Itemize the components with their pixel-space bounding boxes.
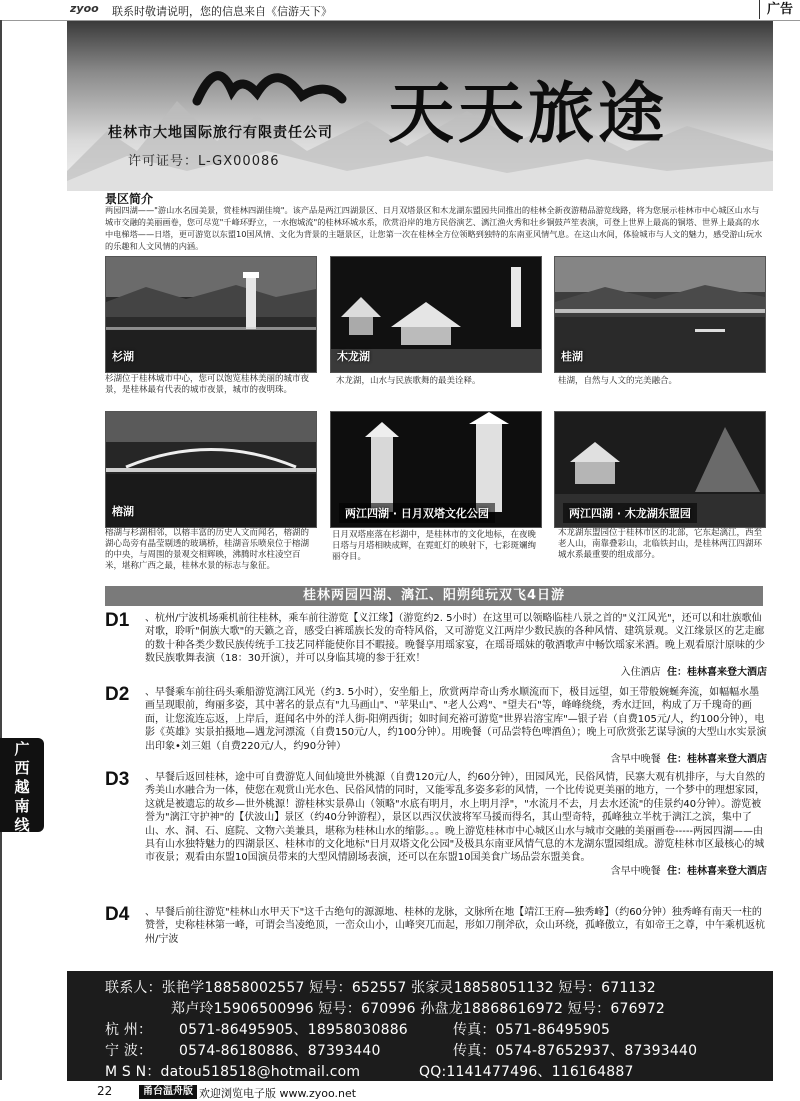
photo-caption: 杉湖位于桂林城市中心，您可以饱览桂林美丽的城市夜景，是桂林最有代表的城市夜景，城市的夜明珠。 bbox=[105, 374, 310, 395]
ningbo-label: 宁 波： bbox=[105, 1043, 153, 1059]
page-number: 22 bbox=[97, 1084, 113, 1098]
day-label: D3 bbox=[105, 769, 130, 790]
intro-text: 两园四湖——"游山水名园美景，赏桂林四湖佳境"。该产品是两江四湖景区、日月双塔景区和木龙湖东盟园共同推出的桂林全新夜游精品游览线路，将为您展示桂林市中心城区山水与城市交融的美丽画卷，您可尽览"千峰环野立，一水抱城流"的桂林环城水系，欣赏沿岸的地方民俗演艺、漓江渔火秀和壮乡铜鼓芦笙表演，可登上世界上最高的铜塔、世界上最高的水中电梯塔——日塔，更可游览以东盟10国风情、文化为背景的主题景区，让您第一次在桂林全方位领略到独特的东南亚风情气息。在这山水间，体验城市与人文的魅力，感受游山玩水的乐趣和人文风情的内涵。 bbox=[105, 205, 763, 251]
photo-shanhu[interactable] bbox=[105, 256, 317, 373]
day-description: 、杭州/宁波机场乘机前往桂林，乘车前往游览【义江缘】（游览约2. 5小时）在这里可以领略临桂八景之首的"义江风光"，还可以和壮族歌仙对歌，聆听"侗族大歌"的天籁之音，感受白裤瑶族长发的奇特风俗，又可游览义江两岸少数民族的各种风情、建筑景观。义江缘景区的艺走廊的数十种各类少数民族传统手工技艺同样能使你目不暇接。晚餐享用瑶家宴，在瑶哥瑶妹的敬酒歌声中畅饮瑶家米酒。晚上观看原汁原味的少数民族歌舞表演（18：30开演），并可以身临其境的参于狂欢！ bbox=[145, 613, 765, 665]
contact-block bbox=[67, 971, 773, 1081]
photo-caption: 木龙湖，山水与民族歌舞的最美诠释。 bbox=[336, 376, 481, 386]
section-tab-char: 广 bbox=[14, 740, 30, 758]
hotel-name: 住：桂林喜来登大酒店 bbox=[667, 754, 767, 766]
day-label: D1 bbox=[105, 610, 130, 631]
section-tab[interactable] bbox=[0, 738, 44, 832]
itinerary-day-2 bbox=[105, 686, 767, 766]
day-description: 、早餐后前往游览"桂林山水甲天下"这千古绝句的源源地、桂林的龙脉，文脉所在地【靖江王府—独秀峰】（约60分钟）独秀峰有南天一柱的赞誉，史称桂林第一峰，可谓会当凌绝顶，一峦众山小，山峰突兀而起，形如刀削斧砍，众山环绕，孤峰傲立，有如帝王之尊，中午乘机返杭州/宁波 bbox=[145, 907, 765, 945]
photo-label: 木龙湖 bbox=[337, 350, 370, 363]
night-bridge-image bbox=[106, 412, 316, 527]
photo-label: 杉湖 bbox=[112, 350, 134, 363]
section-tab-char: 西 bbox=[14, 759, 30, 777]
footer-website[interactable]: 欢迎浏览电子版 www.zyoo.net bbox=[199, 1087, 357, 1100]
photo-guihu[interactable] bbox=[554, 256, 766, 373]
photo-caption: 木龙湖东盟园位于桂林市区的北部，它东起漓江，西至老人山，南靠叠彩山，北临铁封山，是桂林两江四湖环城水系最重要的组成部分。 bbox=[558, 528, 763, 560]
photo-label: 桂湖 bbox=[561, 350, 583, 363]
section-tab-char: 越 bbox=[14, 778, 30, 796]
itinerary-day-4 bbox=[105, 906, 767, 946]
hangzhou-label: 杭 州： bbox=[105, 1022, 153, 1038]
day-description: 、早餐乘车前往码头乘船游览漓江风光（约3. 5小时），安坐船上，欣赏两岸奇山秀水顺流而下，极目远望，如王带般婉蜒奔流，如幅幅水墨画呈现眼前，绚丽多姿，其中著名的景点有"九马画山"、"苹果山"、"老人公鸡"、"望夫石"等，峰峰绕绕，秀水迂回，构成了万千瑰奇的画面，让您流连忘返，上岸后，逛闻名中外的洋人街-阳朔西街；如时间充裕可游览"世界岩溶宝库"—银子岩（自费105元/人，约100分钟），电影《英雄》实景拍摄地—遇龙河漂流（自费150元/人，约100分钟）。用晚餐（可品尝特色啤酒鱼）；晚上可欣赏张艺谋导演的大型山水实景演出印象•刘三姐（自费220元/人，约90分钟） bbox=[145, 687, 767, 752]
contact-line-1: 联系人：张艳学18858002557 短号：652557 张家灵18858051132 短号：671132 bbox=[105, 980, 656, 996]
intro-title: 景区简介 bbox=[105, 192, 154, 206]
qq-numbers: QQ:1141477496、116164887 bbox=[419, 1064, 634, 1080]
photo-caption: 榕湖与杉湖相邻，以榕丰富的历史人文而闻名，榕湖的湖心岛旁有晶莹剔透的玻璃桥，桂湖音乐喷泉位于榕湖的中央，与周围的景观交相辉映，沸腾时水柱凌空百米，堪称广西之最，桂林水景的标志与象征。 bbox=[105, 528, 310, 571]
night-lake-image bbox=[106, 257, 316, 372]
photo-riyue-shuangta[interactable] bbox=[330, 411, 542, 528]
photo-ronghu[interactable] bbox=[105, 411, 317, 528]
day-label: D4 bbox=[105, 904, 130, 925]
brand-title: 天天旅途 bbox=[388, 74, 668, 152]
edition-tag: 甬台温舟版 bbox=[139, 1085, 197, 1099]
meal-note: 含早中晚餐 bbox=[610, 754, 661, 766]
meal-note: 入住酒店 bbox=[620, 666, 661, 678]
left-edge-rule bbox=[0, 20, 2, 1080]
night-river-image bbox=[555, 257, 765, 372]
day-description: 、早餐后返回桂林，途中可自费游览人间仙境世外桃源（自费120元/人，约60分钟），田园风光，民俗风情，民寨大观有机排序，与大自然的秀美山水融合为一体，使您在观赏山光水色、民俗风情的同时，又能零乱多姿多彩的风情，一个比传说更美丽的地方，一个梦中的理想家园，这就是被遗忘的故乡—世外桃源！游桂林实景鼻山（领略"水底有明月，水上明月浮"，"水流月不去，月去水还流"的佳景约40分钟）。游览被誉为"漓江守护神"的【伏波山】景区（约40分钟游程），景区以西汉伏波将军马援而得名，其山型奇特，孤峰独立半枕于漓江之滨，集中了山、水、洞、石、庭院、文物六美兼具，堪称为桂林山水的缩影。。。晚上游览桂林市中心城区山水与城市交融的美丽画卷-----两园四湖——由具有山水独特魅力的四湖景区、桂林市的文化地标"日月双塔文化公园"及极具东南亚风情气息的木龙湖东盟园组成。游览桂林市区最核心的城市夜景；观看由东盟10国演员带来的大型风情剧场表演，还可以在东盟10国美食广场品尝东盟美食。 bbox=[145, 772, 766, 864]
hotel-name: 住：桂林喜来登大酒店 bbox=[667, 865, 767, 877]
top-notice: 联系时敬请说明，您的信息来自《信游天下》 bbox=[112, 5, 332, 18]
license-number: 许可证号：L-GX00086 bbox=[128, 154, 280, 169]
contact-line-2: 郑卢玲15906500996 短号：670996 孙盘龙18868616972 短号：676972 bbox=[171, 1001, 665, 1017]
day-accommodation bbox=[105, 666, 767, 679]
photo-caption: 日月双塔座落在杉湖中，是桂林市的文化地标，在夜晚日塔与月塔相映成辉，在霓虹灯的映射下，七彩斑斓绚丽夺目。 bbox=[332, 530, 537, 562]
ad-label: 广告 bbox=[759, 0, 800, 19]
msn-address[interactable]: M S N：datou518518@hotmail.com bbox=[105, 1064, 361, 1080]
day-accommodation bbox=[105, 753, 767, 766]
hotel-name: 住：桂林喜来登大酒店 bbox=[667, 666, 767, 678]
publication-logo: zyoo bbox=[70, 2, 99, 15]
section-tab-char: 线 bbox=[14, 816, 30, 834]
photo-mulonghu[interactable] bbox=[330, 256, 542, 373]
section-tab-char: 南 bbox=[14, 797, 30, 815]
top-bar bbox=[0, 0, 800, 21]
itinerary-day-3 bbox=[105, 771, 767, 878]
itinerary-day-1 bbox=[105, 612, 767, 679]
photo-dongmeng-yuan[interactable] bbox=[554, 411, 766, 528]
ningbo-phone: 0574-86180886、87393440 bbox=[179, 1043, 381, 1059]
photo-caption: 桂湖，自然与人文的完美融合。 bbox=[558, 376, 678, 386]
day-accommodation bbox=[105, 865, 767, 878]
page-footer bbox=[67, 1083, 773, 1101]
photo-label: 榕湖 bbox=[112, 505, 134, 518]
meal-note: 含早中晚餐 bbox=[610, 865, 661, 877]
ningbo-fax: 传真：0574-87652937、87393440 bbox=[453, 1043, 698, 1059]
photo-label: 两江四湖 · 日月双塔文化公园 bbox=[339, 503, 495, 523]
photo-label: 两江四湖 · 木龙湖东盟园 bbox=[563, 503, 697, 523]
company-name: 桂林市大地国际旅行有限责任公司 bbox=[108, 125, 333, 141]
tour-title: 桂林两园四湖、漓江、阳朔纯玩双飞4日游 bbox=[105, 586, 763, 606]
hangzhou-phone: 0571-86495905、18958030886 bbox=[179, 1022, 408, 1038]
day-label: D2 bbox=[105, 684, 130, 705]
hangzhou-fax: 传真：0571-86495905 bbox=[453, 1022, 611, 1038]
